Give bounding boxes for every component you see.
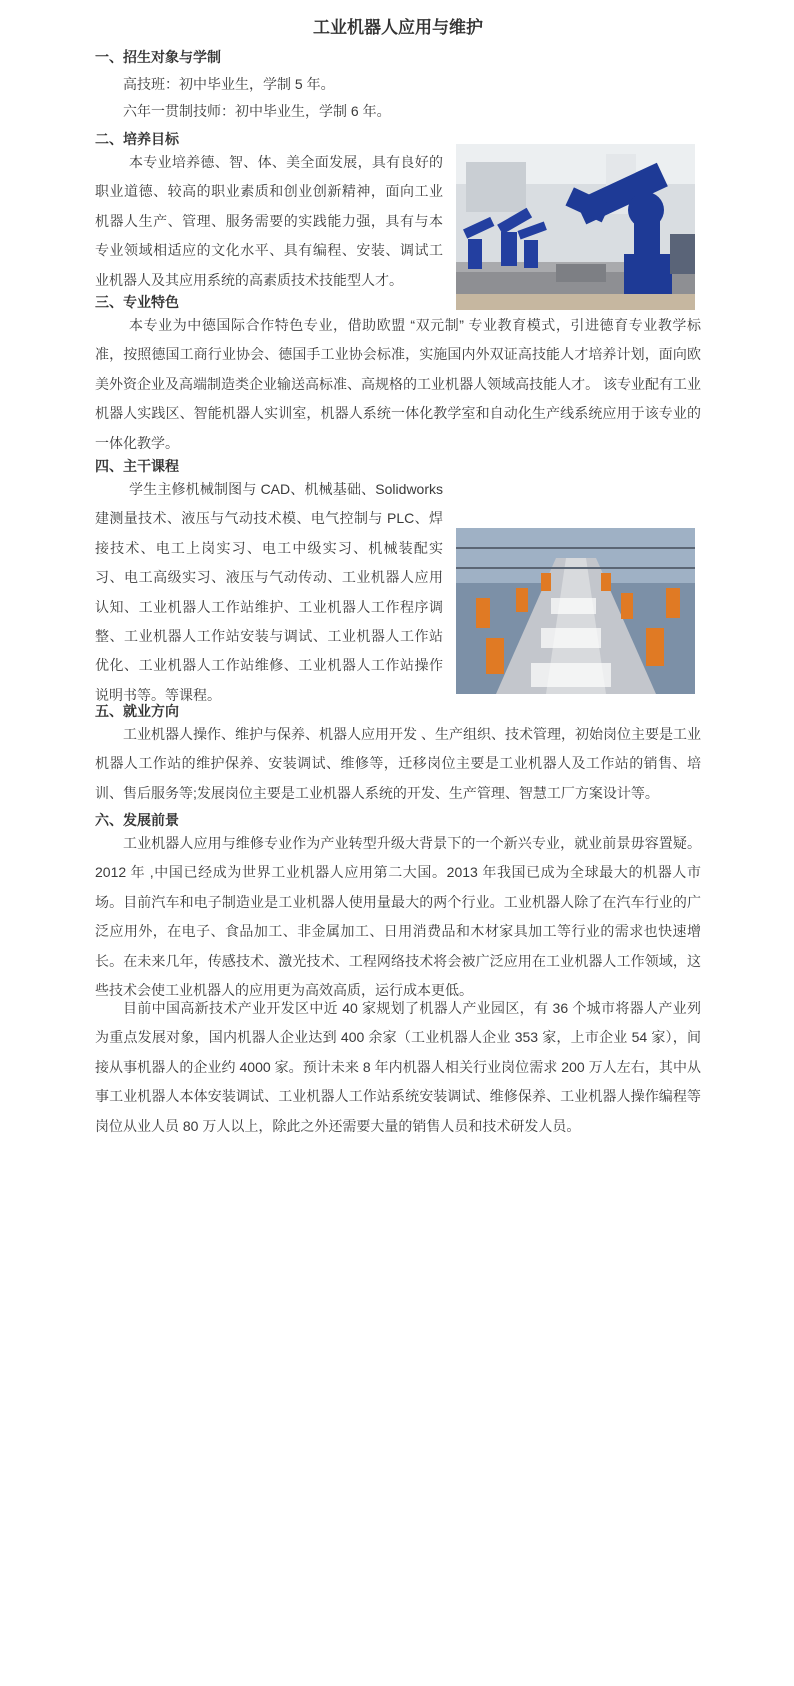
section-heading-features: 三、专业特色 — [95, 294, 179, 310]
prospects-paragraph: 目前中国高新技术产业开发区中近 40 家规划了机器人产业园区，有 36 个城市将器人产业列为重点发展对象，国内机器人企业达到 400 余家（工业机器人企业 353 家，上市企业 54 家），间接从事机器人的企业约 4000 家。预计未来 8 年内机器人相关行业岗位需求 200 万人左右，其中从事工业机器人本体安装调试、工业机器人工作站系统安装调试、维修保养、工业机器人操作编程等岗位从业人员 80 万人以上，除此之外还需要大量的销售人员和技术研发人员。 — [95, 1000, 701, 1134]
blue-industrial-robot-arms-photo-icon — [456, 144, 695, 310]
assembly-line-photo — [456, 528, 695, 694]
employment-paragraph: 工业机器人操作、维护与保养、机器人应用开发 、生产组织、技术管理，初始岗位主要是工业机器人工作站的维护保养、安装调试、维修等，迁移岗位主要是工业机器人及工作站的销售、培训、售后服务等;发展岗位主要是工业机器人系统的开发、生产管理、智慧工厂方案设计等。 — [95, 726, 701, 801]
automotive-welding-line-photo-icon — [456, 528, 695, 694]
section-heading-courses: 四、主干课程 — [95, 458, 179, 474]
robot-lab-photo — [456, 144, 695, 310]
goals-paragraph: 本专业培养德、智、体、美全面发展，具有良好的职业道德、较高的职业素质和创业创新精神，面向工业机器人生产、管理、服务需要的实践能力强，具有与本专业领域相适应的文化水平、具有编程、安装、调试工业机器人及其应用系统的高素质技术技能型人才。 — [95, 154, 443, 288]
features-paragraph: 本专业为中德国际合作特色专业，借助欧盟 “双元制” 专业教育模式，引进德育专业教学标准，按照德国工商行业协会、德国手工业协会标准，实施国内外双证高技能人才培养计划，面向欧美外资企业及高端制造类企业输送高标准、高规格的工业机器人领域高技能人才。 该专业配有工业机器人实践区、智能机器人实训室，机器人系统一体化教学室和自动化生产线系统应用于该专业的一体化教学。 — [95, 317, 701, 451]
section-heading-employment: 五、就业方向 — [95, 703, 179, 719]
prospects-paragraph: 工业机器人应用与维修专业作为产业转型升级大背景下的一个新兴专业，就业前景毋容置疑。2012 年 ,中国已经成为世界工业机器人应用第二大国。2013 年我国已成为全球最大的机器人市场。目前汽车和电子制造业是工业机器人使用量最大的两个行业。工业机器人除了在汽车行业的广泛应用外，在电子、食品加工、非金属加工、日用消费品和木材家具加工等行业的需求也快速增长。在未来几年，传感技术、激光技术、工程网络技术将会被广泛应用在工业机器人工作领域，这些技术会使工业机器人的应用更为高效高质，运行成本更低。 — [95, 835, 701, 999]
enrollment-item: 高技班：初中毕业生，学制 5 年。 — [123, 76, 335, 92]
section-heading-enrollment: 一、招生对象与学制 — [95, 49, 221, 65]
page-title: 工业机器人应用与维护 — [313, 18, 483, 37]
section-heading-goals: 二、培养目标 — [95, 131, 179, 147]
enrollment-item: 六年一贯制技师：初中毕业生，学制 6 年。 — [123, 103, 391, 119]
section-heading-prospects: 六、发展前景 — [95, 812, 179, 828]
courses-paragraph: 学生主修机械制图与 CAD、机械基础、Solidworks 建测量技术、液压与气动技术模、电气控制与 PLC、焊接技术、电工上岗实习、电工中级实习、机械装配实习、电工高级实习、液压与气动传动、工业机器人应用认知、工业机器人工作站维护、工业机器人工作程序调整、工业机器人工作站安装与调试、工业机器人工作站优化、工业机器人工作站维修、工业机器人工作站操作说明书等。等课程。 — [95, 481, 443, 703]
